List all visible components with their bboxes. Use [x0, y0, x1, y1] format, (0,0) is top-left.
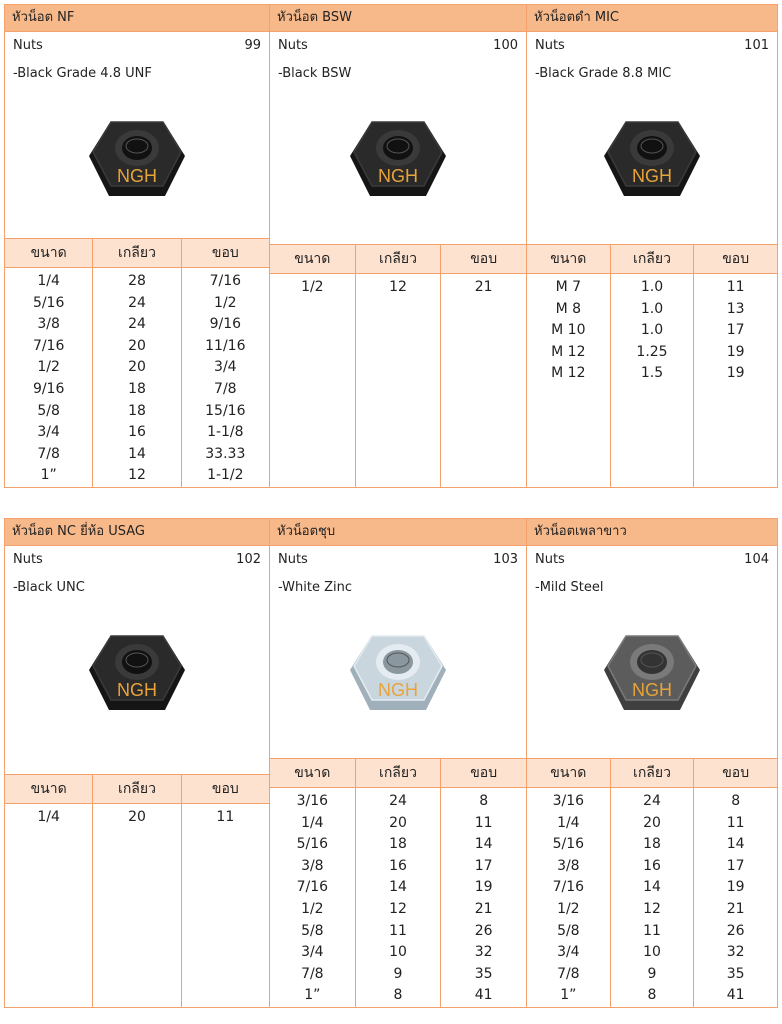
size-cell: 1/4 — [301, 814, 324, 831]
spec-table-body — [5, 268, 269, 487]
card-title: หัวน็อตเพลาขาว — [527, 519, 777, 546]
edge-cell: 19 — [726, 365, 745, 382]
edge-cell: 33.33 — [205, 445, 246, 462]
product-code: 102 — [236, 552, 261, 567]
edge-cell: 3/4 — [214, 359, 237, 376]
size-column — [270, 274, 356, 487]
thread-cell: 18 — [128, 402, 146, 419]
thread-cell: 12 — [389, 279, 407, 295]
product-code: 103 — [493, 552, 518, 567]
size-cell: 5/8 — [37, 402, 60, 419]
thread-column — [356, 788, 442, 1007]
header-edge: ขอบ — [470, 251, 498, 267]
nuts-label: Nuts — [278, 552, 308, 567]
thread-cell: 18 — [643, 836, 661, 853]
thread-column — [93, 804, 181, 1007]
spec-table — [527, 758, 777, 1007]
header-thread: เกลียว — [356, 245, 442, 273]
thread-cell: 12 — [389, 901, 407, 918]
size-cell: 1/4 — [37, 809, 60, 825]
svg-text:NGH: NGH — [117, 680, 157, 700]
size-column — [527, 788, 611, 1007]
edge-cell: 17 — [726, 857, 745, 874]
header-edge: ขอบ — [722, 765, 750, 782]
edge-cell: 13 — [726, 300, 745, 317]
product-card-104 — [527, 518, 778, 1008]
product-card-103 — [270, 518, 527, 1008]
product-spec: -Black BSW — [278, 66, 352, 81]
edge-cell: 19 — [726, 343, 745, 360]
edge-cell: 11/16 — [205, 337, 246, 354]
spec-table-body — [270, 274, 526, 487]
edge-cell: 19 — [474, 879, 493, 896]
size-cell: 7/8 — [557, 965, 580, 982]
thread-cell: 18 — [389, 836, 407, 853]
edge-cell: 41 — [726, 987, 745, 1004]
spec-table — [270, 244, 526, 487]
thread-cell: 11 — [643, 922, 661, 939]
size-cell: M 8 — [555, 300, 582, 317]
thread-column — [611, 274, 695, 487]
svg-text:NGH: NGH — [632, 166, 672, 186]
edge-cell: 17 — [474, 857, 493, 874]
svg-text:NGH: NGH — [378, 680, 418, 700]
size-column — [527, 274, 611, 487]
nuts-label: Nuts — [13, 552, 43, 567]
spec-table — [527, 244, 777, 487]
size-cell: 3/16 — [552, 793, 585, 810]
size-cell: M 12 — [551, 365, 586, 382]
edge-cell: 35 — [474, 965, 493, 982]
catalog-row-2 — [4, 518, 778, 1008]
header-size: ขนาด — [270, 759, 356, 787]
nut-image — [602, 112, 702, 204]
thread-cell: 10 — [389, 944, 407, 961]
product-spec: -White Zinc — [278, 580, 353, 595]
size-cell: 1/4 — [37, 273, 60, 290]
card-title: หัวน็อต NF — [5, 5, 269, 32]
size-cell: 3/4 — [37, 424, 60, 441]
edge-cell: 8 — [479, 793, 489, 810]
nut-image — [87, 626, 187, 718]
size-cell: 5/16 — [296, 836, 329, 853]
header-size: ขนาด — [5, 775, 93, 803]
thread-cell: 24 — [389, 793, 407, 810]
nuts-label: Nuts — [13, 38, 43, 53]
spec-table — [270, 758, 526, 1007]
edge-cell: 26 — [474, 922, 493, 939]
thread-cell: 12 — [128, 467, 146, 484]
header-edge: ขอบ — [722, 251, 750, 267]
card-info — [527, 546, 777, 758]
edge-cell: 32 — [726, 944, 745, 961]
thread-cell: 16 — [389, 857, 407, 874]
header-thread: เกลียว — [93, 239, 181, 267]
product-card-102 — [4, 518, 270, 1008]
size-cell: 7/8 — [301, 965, 324, 982]
edge-cell: 21 — [726, 901, 745, 918]
spec-table-body — [527, 788, 777, 1007]
size-cell: M 12 — [551, 343, 586, 360]
thread-cell: 9 — [393, 965, 403, 982]
thread-cell: 12 — [643, 901, 661, 918]
card-info — [5, 546, 269, 774]
thread-cell: 24 — [128, 316, 146, 333]
thread-column — [611, 788, 695, 1007]
edge-cell: 7/16 — [209, 273, 242, 290]
size-cell: 3/4 — [301, 944, 324, 961]
spec-table — [5, 238, 269, 487]
size-cell: 1/2 — [301, 901, 324, 918]
size-cell: 3/8 — [557, 857, 580, 874]
header-thread: เกลียว — [611, 759, 695, 787]
size-cell: 1” — [560, 987, 577, 1004]
edge-column — [441, 274, 526, 487]
edge-cell: 15/16 — [205, 402, 246, 419]
thread-column — [93, 268, 181, 487]
header-thread: เกลียว — [93, 775, 181, 803]
spec-table — [5, 774, 269, 1007]
edge-cell: 9/16 — [209, 316, 242, 333]
edge-column — [694, 274, 777, 487]
card-title: หัวน็อตดำ MIC — [527, 5, 777, 32]
size-cell: 1” — [40, 467, 57, 484]
size-cell: 1/2 — [301, 279, 324, 295]
header-edge: ขอบ — [470, 765, 498, 782]
size-cell: 1” — [304, 987, 321, 1004]
thread-cell: 14 — [643, 879, 661, 896]
thread-column — [356, 274, 442, 487]
product-spec: -Black Grade 4.8 UNF — [13, 66, 152, 81]
spec-table-body — [270, 788, 526, 1007]
product-code: 104 — [744, 552, 769, 567]
thread-cell: 14 — [389, 879, 407, 896]
thread-cell: 24 — [128, 294, 146, 311]
size-cell: 9/16 — [32, 381, 65, 398]
product-card-99 — [4, 4, 270, 488]
nut-image — [602, 626, 702, 718]
product-spec: -Black UNC — [13, 580, 85, 595]
card-info — [270, 32, 526, 244]
thread-cell: 16 — [643, 857, 661, 874]
edge-cell: 11 — [474, 814, 493, 831]
edge-cell: 26 — [726, 922, 745, 939]
edge-cell: 1/2 — [214, 294, 237, 311]
spec-table-header — [527, 244, 777, 274]
svg-text:NGH: NGH — [632, 680, 672, 700]
thread-cell: 20 — [643, 814, 661, 831]
nuts-label: Nuts — [278, 38, 308, 53]
card-title: หัวน็อต NC ยี่ห้อ USAG — [5, 519, 269, 546]
header-thread: เกลียว — [356, 759, 442, 787]
edge-cell: 7/8 — [214, 381, 237, 398]
size-cell: 1/2 — [37, 359, 60, 376]
spec-table-body — [5, 804, 269, 1007]
catalog-row-1 — [4, 4, 778, 488]
product-spec: -Black Grade 8.8 MIC — [535, 66, 672, 81]
thread-cell: 18 — [128, 381, 146, 398]
thread-cell: 8 — [647, 987, 657, 1004]
thread-cell: 1.0 — [640, 322, 664, 339]
thread-cell: 24 — [643, 793, 661, 810]
size-cell: 5/8 — [557, 922, 580, 939]
thread-cell: 1.25 — [636, 343, 668, 360]
thread-cell: 10 — [643, 944, 661, 961]
nut-image — [348, 112, 448, 204]
nuts-label: Nuts — [535, 552, 565, 567]
edge-cell: 11 — [726, 279, 745, 295]
thread-cell: 28 — [128, 273, 146, 290]
edge-cell: 19 — [726, 879, 745, 896]
edge-cell: 32 — [474, 944, 493, 961]
header-edge: ขอบ — [211, 245, 239, 262]
edge-column — [694, 788, 777, 1007]
product-card-100 — [270, 4, 527, 488]
size-cell: 5/16 — [32, 294, 65, 311]
size-cell: 5/8 — [301, 922, 324, 939]
card-info — [5, 32, 269, 238]
product-code: 101 — [744, 38, 769, 53]
card-title: หัวน็อตชุบ — [270, 519, 526, 546]
header-edge: ขอบ — [211, 781, 239, 797]
product-code: 100 — [493, 38, 518, 53]
thread-cell: 14 — [128, 445, 146, 462]
catalog-grid — [4, 4, 778, 1008]
spec-table-header — [5, 774, 269, 804]
thread-cell: 11 — [389, 922, 407, 939]
size-cell: M 7 — [555, 279, 582, 295]
product-spec: -Mild Steel — [535, 580, 604, 595]
size-cell: 7/8 — [37, 445, 60, 462]
nut-image — [87, 112, 187, 204]
spec-table-body — [527, 274, 777, 487]
header-size: ขนาด — [5, 239, 93, 267]
size-cell: 7/16 — [552, 879, 585, 896]
svg-text:NGH: NGH — [117, 166, 157, 186]
edge-cell: 41 — [474, 987, 493, 1004]
spec-table-header — [270, 244, 526, 274]
edge-cell: 1-1/8 — [207, 424, 244, 441]
header-size: ขนาด — [527, 759, 611, 787]
size-cell: 1/4 — [557, 814, 580, 831]
thread-cell: 1.5 — [640, 365, 664, 382]
thread-cell: 20 — [389, 814, 407, 831]
size-cell: 3/8 — [301, 857, 324, 874]
edge-cell: 8 — [731, 793, 741, 810]
nut-image — [348, 626, 448, 718]
edge-cell: 11 — [726, 814, 745, 831]
card-info — [270, 546, 526, 758]
header-size: ขนาด — [270, 245, 356, 273]
edge-cell: 14 — [726, 836, 745, 853]
size-column — [270, 788, 356, 1007]
spec-table-header — [270, 758, 526, 788]
thread-cell: 20 — [128, 809, 146, 825]
svg-text:NGH: NGH — [378, 166, 418, 186]
nuts-label: Nuts — [535, 38, 565, 53]
size-cell: 3/16 — [296, 793, 329, 810]
card-title: หัวน็อต BSW — [270, 5, 526, 32]
edge-cell: 17 — [726, 322, 745, 339]
thread-cell: 20 — [128, 359, 146, 376]
size-cell: 7/16 — [296, 879, 329, 896]
edge-cell: 11 — [216, 809, 235, 825]
edge-cell: 21 — [474, 279, 493, 295]
product-code: 99 — [244, 38, 261, 53]
card-info — [527, 32, 777, 244]
thread-cell: 16 — [128, 424, 146, 441]
spec-table-header — [5, 238, 269, 268]
thread-cell: 1.0 — [640, 279, 664, 295]
size-column — [5, 804, 93, 1007]
size-cell: 1/2 — [557, 901, 580, 918]
size-cell: M 10 — [551, 322, 586, 339]
thread-cell: 1.0 — [640, 300, 664, 317]
edge-cell: 35 — [726, 965, 745, 982]
edge-column — [441, 788, 526, 1007]
thread-cell: 8 — [393, 987, 403, 1004]
size-cell: 7/16 — [32, 337, 65, 354]
product-card-101 — [527, 4, 778, 488]
thread-cell: 9 — [647, 965, 657, 982]
spec-table-header — [527, 758, 777, 788]
edge-cell: 1-1/2 — [207, 467, 244, 484]
thread-cell: 20 — [128, 337, 146, 354]
edge-column — [182, 268, 269, 487]
header-size: ขนาด — [527, 245, 611, 273]
edge-cell: 21 — [474, 901, 493, 918]
size-cell: 3/4 — [557, 944, 580, 961]
header-thread: เกลียว — [611, 245, 695, 273]
edge-column — [182, 804, 269, 1007]
size-column — [5, 268, 93, 487]
size-cell: 3/8 — [37, 316, 60, 333]
size-cell: 5/16 — [552, 836, 585, 853]
edge-cell: 14 — [474, 836, 493, 853]
